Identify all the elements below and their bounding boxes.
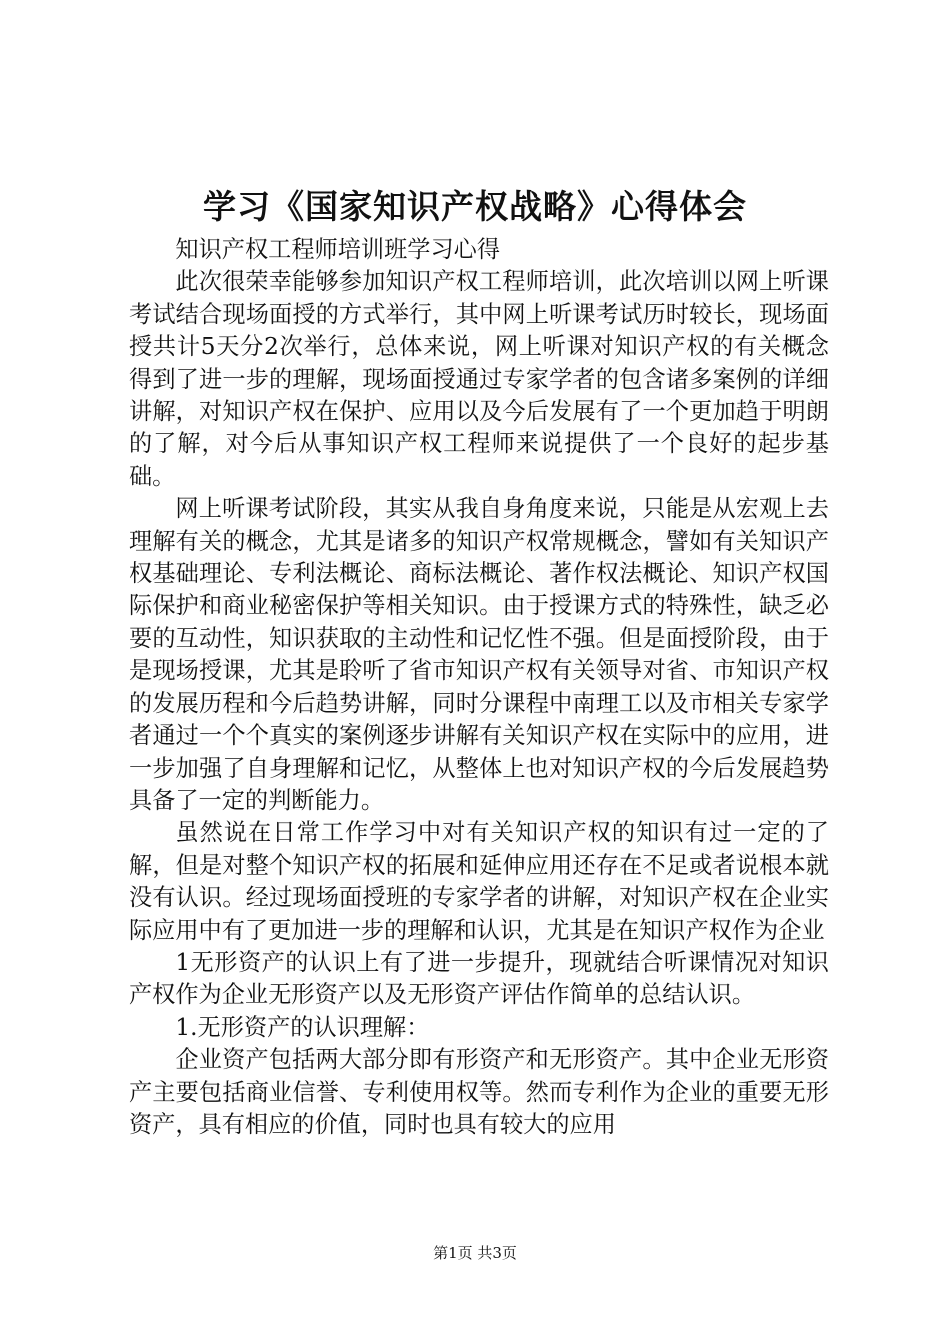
page-number-footer: 第1页 共3页 xyxy=(433,1244,517,1262)
paragraph: 此次很荣幸能够参加知识产权工程师培训，此次培训以网上听课考试结合现场面授的方式举行，其中网上听课考试历时较长，现场面授共计5天分2次举行，总体来说，网上听课对知识产权的有关概念得到了进一步的理解，现场面授通过专家学者的包含诸多案例的详细讲解，对知识产权在保护、应用以及今后发展有了一个更加趋于明朗的了解，对今后从事知识产权工程师来说提供了一个良好的起步基础。 xyxy=(129,268,829,490)
paragraph-subtitle: 知识产权工程师培训班学习心得 xyxy=(175,236,501,263)
paragraph: 网上听课考试阶段，其实从我自身角度来说，只能是从宏观上去理解有关的概念，尤其是诸多的知识产权常规概念，譬如有关知识产权基础理论、专利法概论、商标法概论、著作权法概论、知识产权国际保护和商业秘密保护等相关知识。由于授课方式的特殊性，缺乏必要的互动性，知识获取的主动性和记忆性不强。但是面授阶段，由于是现场授课，尤其是聆听了省市知识产权有关领导对省、市知识产权的发展历程和今后趋势讲解，同时分课程中南理工以及市相关专家学者通过一个个真实的案例逐步讲解有关知识产权在实际中的应用，进一步加强了自身理解和记忆，从整体上也对知识产权的今后发展趋势具备了一定的判断能力。 xyxy=(129,495,829,814)
paragraph: 虽然说在日常工作学习中对有关知识产权的知识有过一定的了解，但是对整个知识产权的拓展和延伸应用还存在不足或者说根本就没有认识。经过现场面授班的专家学者的讲解，对知识产权在企业实际应用中有了更加进一步的理解和认识，尤其是在知识产权作为企业 xyxy=(129,819,829,944)
paragraph: 企业资产包括两大部分即有形资产和无形资产。其中企业无形资产主要包括商业信誉、专利使用权等。然而专利作为企业的重要无形资产，具有相应的价值，同时也具有较大的应用 xyxy=(129,1046,829,1138)
section-heading: 1.无形资产的认识理解： xyxy=(175,1013,430,1041)
document-title: 学习《国家知识产权战略》心得体会 xyxy=(203,187,747,226)
document-body xyxy=(129,234,829,1141)
paragraph: 1无形资产的认识上有了进一步提升，现就结合听课情况对知识产权作为企业无形资产以及无形资产评估作简单的总结认识。 xyxy=(129,948,829,1009)
